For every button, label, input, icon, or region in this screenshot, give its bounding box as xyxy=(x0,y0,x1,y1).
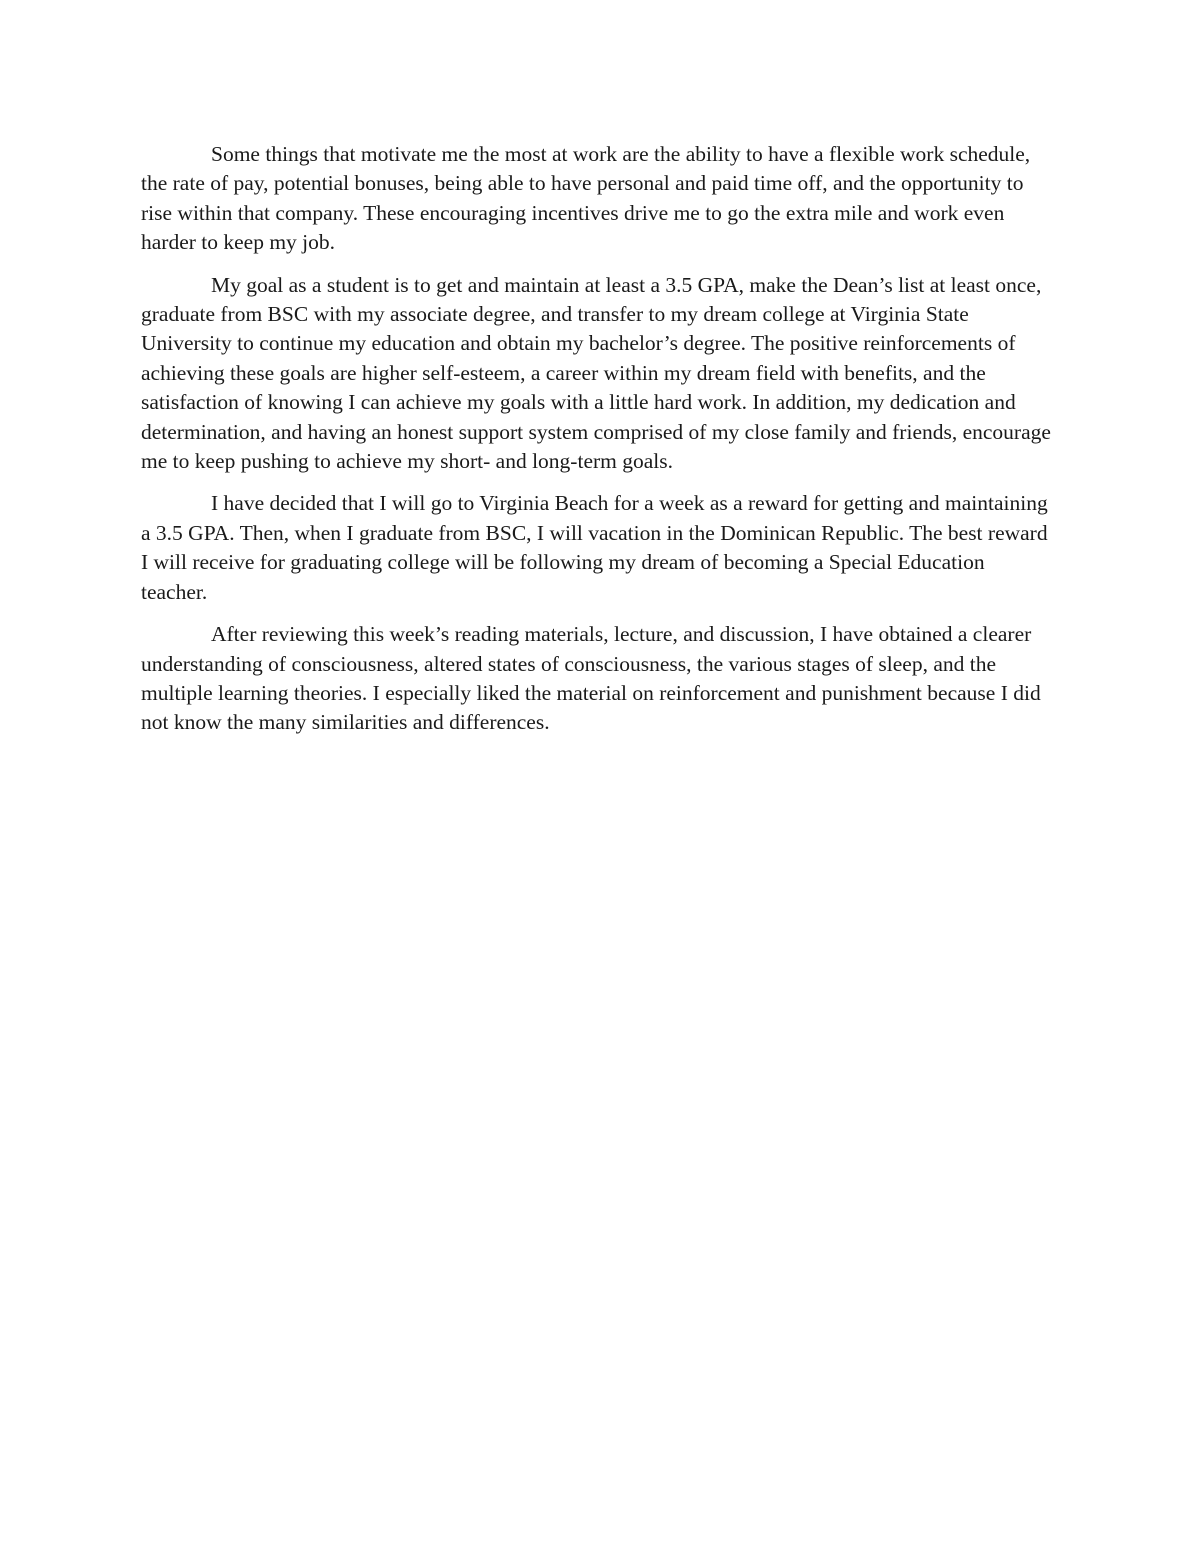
document-body xyxy=(141,140,1056,751)
paragraph-work-motivation: Some things that motivate me the most at work are the ability to have a flexible work schedule, the rate of pay, potential bonuses, being able to have personal and paid time off, and the opportunity to rise within that company. These encouraging incentives drive me to go the extra mile and work even harder to keep my job. xyxy=(141,142,1031,255)
paragraph-reflection: After reviewing this week’s reading materials, lecture, and discussion, I have obtained a clearer understanding of consciousness, altered states of consciousness, the various stages of sleep, and the multiple learning theories. I especially liked the material on reinforcement and punishment because I did not know the many similarities and differences. xyxy=(141,622,1041,735)
paragraph-rewards: I have decided that I will go to Virginia Beach for a week as a reward for getting and maintaining a 3.5 GPA. Then, when I graduate from BSC, I will vacation in the Dominican Republic. The best reward I will receive for graduating college will be following my dream of becoming a Special Education teacher. xyxy=(141,491,1048,604)
paragraph-student-goals: My goal as a student is to get and maintain at least a 3.5 GPA, make the Dean’s list at least once, graduate from BSC with my associate degree, and transfer to my dream college at Virginia State University to continue my education and obtain my bachelor’s degree. The positive reinforcements of achieving these goals are higher self-esteem, a career within my dream field with benefits, and the satisfaction of knowing I can achieve my goals with a little hard work. In addition, my dedication and determination, and having an honest support system comprised of my close family and friends, encourage me to keep pushing to achieve my short- and long-term goals. xyxy=(141,272,1051,474)
